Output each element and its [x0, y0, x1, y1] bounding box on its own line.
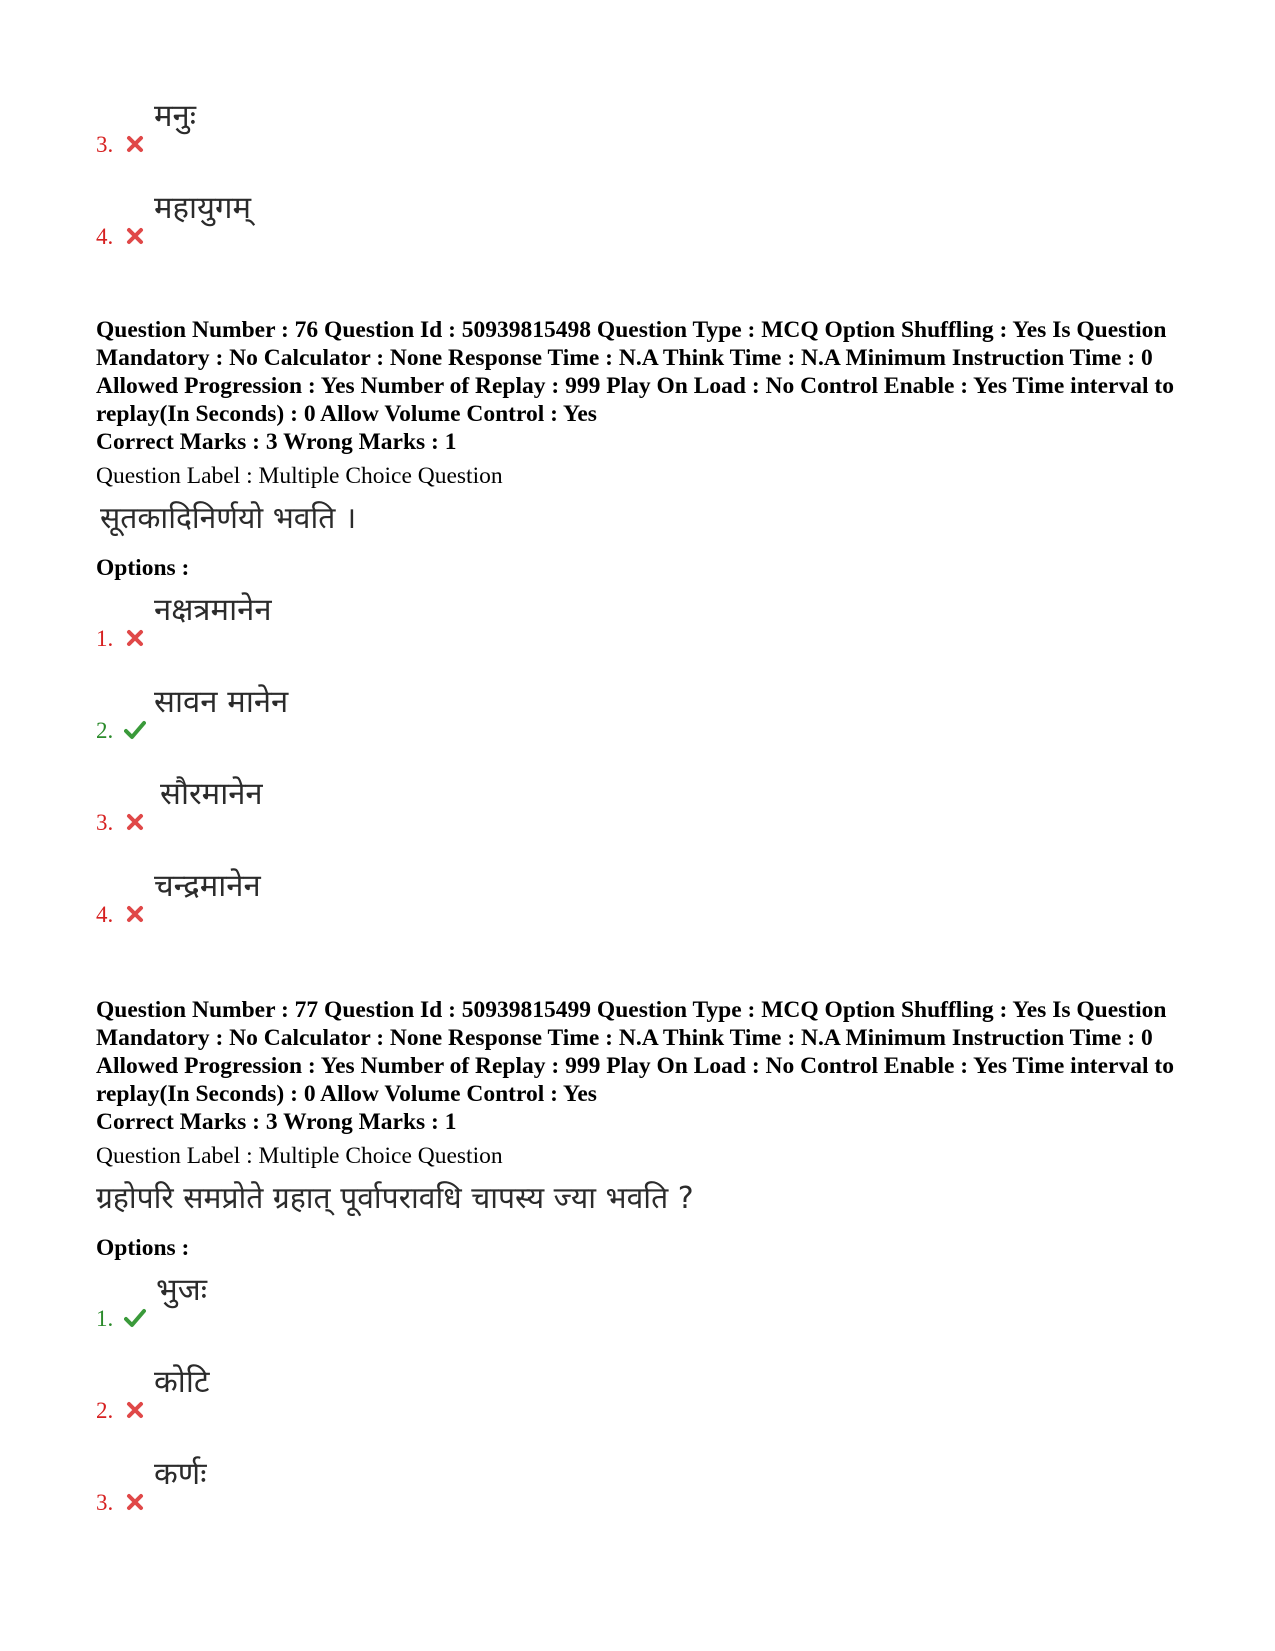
option-number: 3. [96, 810, 114, 835]
option-text: भुजः [156, 1272, 208, 1308]
question-text: सूतकादिनिर्णयो भवति । [100, 501, 357, 536]
cross-icon [124, 904, 146, 924]
option-number: 4. [96, 902, 114, 927]
options-heading: Options : [96, 1235, 190, 1261]
option-number: 2. [96, 1398, 114, 1423]
option-number: 1. [96, 626, 114, 651]
option-number: 4. [96, 224, 114, 249]
option-item [96, 776, 696, 836]
question-meta: Question Number : 77 Question Id : 50939815499 Question Type : MCQ Option Shuffling : Yes Is Question Mandatory : No Calculator : None Response Time : N.A Think Time : N.A Minimum Instruction Time : 0 Allowed Progression : Yes Number of Replay : 999 Play On Load : No Control Enable : Yes Time interval to replay(In Seconds) : 0 Allow Volume Control : Yes [96, 997, 1174, 1107]
option-text: चन्द्रमानेन [154, 868, 261, 904]
option-text: सौरमानेन [160, 776, 263, 812]
option-number: 2. [96, 718, 114, 743]
option-number: 1. [96, 1306, 114, 1331]
cross-icon [124, 226, 146, 246]
option-number: 3. [96, 1490, 114, 1515]
options-heading: Options : [96, 555, 190, 581]
cross-icon [124, 628, 146, 648]
check-icon [124, 720, 146, 740]
option-text: कोटि [154, 1364, 210, 1400]
cross-icon [124, 812, 146, 832]
question-meta: Question Number : 76 Question Id : 50939815498 Question Type : MCQ Option Shuffling : Yes Is Question Mandatory : No Calculator : None Response Time : N.A Think Time : N.A Minimum Instruction Time : 0 Allowed Progression : Yes Number of Replay : 999 Play On Load : No Control Enable : Yes Time interval to replay(In Seconds) : 0 Allow Volume Control : Yes [96, 317, 1174, 427]
option-item [96, 1364, 696, 1424]
question-text: ग्रहोपरि समप्रोते ग्रहात् पूर्वापरावधि चापस्य ज्या भवति ? [96, 1181, 694, 1216]
option-item [96, 592, 696, 652]
check-icon [124, 1308, 146, 1328]
cross-icon [124, 134, 146, 154]
option-text: सावन मानेन [154, 684, 289, 720]
option-item [96, 868, 696, 928]
option-item [96, 1272, 696, 1332]
option-item [96, 1456, 696, 1516]
option-text: मनुः [154, 98, 197, 134]
question-label: Question Label : Multiple Choice Question [96, 463, 503, 489]
option-text: नक्षत्रमानेन [154, 592, 272, 628]
option-number: 3. [96, 132, 114, 157]
question-label: Question Label : Multiple Choice Question [96, 1143, 503, 1169]
option-item [96, 684, 696, 744]
option-text: महायुगम् [154, 190, 251, 226]
cross-icon [124, 1400, 146, 1420]
cross-icon [124, 1492, 146, 1512]
question-marks: Correct Marks : 3 Wrong Marks : 1 [96, 1109, 457, 1135]
option-text: कर्णः [154, 1456, 207, 1492]
question-marks: Correct Marks : 3 Wrong Marks : 1 [96, 429, 457, 455]
option-item [96, 190, 696, 250]
option-item [96, 98, 696, 158]
